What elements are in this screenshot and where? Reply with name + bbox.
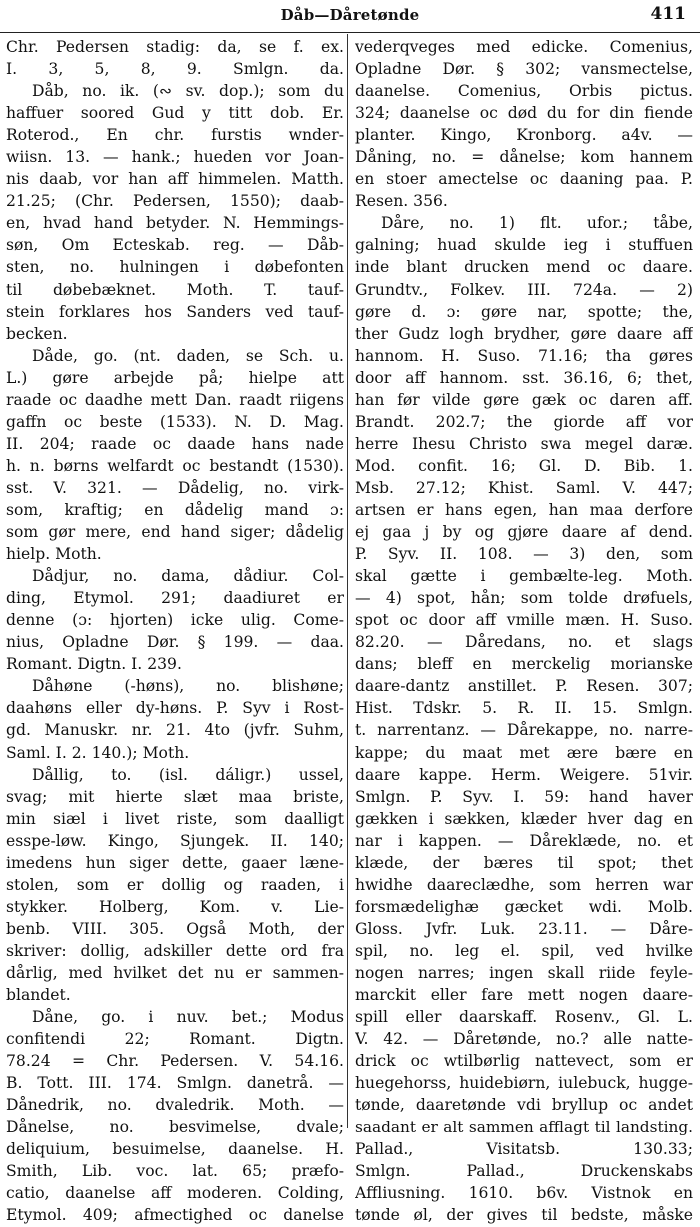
text-line: spot oc door aff vmille mæn. H. Suso. bbox=[355, 611, 693, 630]
text-line: gækken i sækken, klæder hver dag en bbox=[355, 809, 693, 828]
text-line: Dåb, no. ik. (∾ sv. dop.); som du bbox=[32, 82, 344, 101]
text-line: sst. V. 321. — Dådelig, no. virk- bbox=[6, 478, 344, 497]
text-line: catio, daanelse aff moderen. Colding, bbox=[6, 1184, 344, 1203]
text-line: Mod. confit. 16; Gl. D. Bib. 1. bbox=[355, 456, 693, 475]
text-line: inde blant drucken mend oc daare. bbox=[355, 258, 693, 277]
text-line: som, kraftig; en dådelig mand ɔ: bbox=[6, 500, 344, 519]
text-line: t. narrentanz. — Dårekappe, no. narre- bbox=[355, 721, 693, 740]
text-line: marckit eller fare mett nogen daare- bbox=[355, 986, 693, 1005]
text-line: han før vilde gøre gæk oc daren aff. bbox=[355, 390, 693, 409]
text-line: svag; mit hierte slæt maa briste, bbox=[6, 787, 344, 806]
text-line: Saml. I. 2. 140.); Moth. bbox=[6, 743, 190, 762]
text-line: tønde, daaretønde vdi bryllup oc andet bbox=[355, 1096, 693, 1115]
text-line: deliquium, besuimelse, daanelse. H. bbox=[6, 1140, 344, 1159]
text-line: Dåne, go. i nuv. bet.; Modus bbox=[32, 1008, 344, 1027]
text-line: stolen, som er dollig og raaden, i bbox=[6, 875, 344, 894]
text-line: h. n. børns welfardt oc bestandt (1530). bbox=[6, 456, 344, 475]
text-line: dans; bleff en merckelig morianske bbox=[355, 655, 693, 674]
text-line: herre Ihesu Christo swa megel daræ. bbox=[355, 434, 693, 453]
text-line: haffuer soored Gud y titt dob. Er. bbox=[6, 104, 344, 123]
text-line: 78.24 = Chr. Pedersen. V. 54.16. bbox=[6, 1052, 344, 1071]
text-line: 82.20. — Dåredans, no. et slags bbox=[355, 633, 693, 652]
text-line: Hist. Tdskr. 5. R. II. 15. Smlgn. bbox=[355, 699, 693, 718]
text-line: imedens hun siger dette, gaaer læne- bbox=[6, 853, 344, 872]
text-line: Gloss. Jvfr. Luk. 23.11. — Dåre- bbox=[355, 919, 693, 938]
text-line: becken. bbox=[6, 324, 68, 343]
text-line: planter. Kingo, Kronborg. a4v. — bbox=[355, 126, 693, 145]
text-line: galning; huad skulde ieg i stuffuen bbox=[355, 236, 693, 255]
text-line: Affliusning. 1610. b6v. Vistnok en bbox=[355, 1184, 693, 1203]
text-line: Roterod., En chr. furstis wnder- bbox=[6, 126, 344, 145]
text-line: wiisn. 13. — hank.; hueden vor Joan- bbox=[6, 148, 344, 167]
text-line: søn, Om Ecteskab. reg. — Dåb- bbox=[6, 236, 344, 255]
text-line: L.) gøre arbejde på; hielpe att bbox=[6, 368, 344, 387]
text-line: sten, no. hulningen i døbefonten bbox=[6, 258, 344, 277]
text-line: confitendi 22; Romant. Digtn. bbox=[6, 1030, 344, 1049]
text-line: blandet. bbox=[6, 986, 71, 1005]
text-line: Pallad., Visitatsb. 130.33; bbox=[355, 1140, 693, 1159]
text-line: skal gætte i gembælte-leg. Moth. bbox=[355, 567, 693, 586]
text-line: min siæl i livet riste, som daalligt bbox=[6, 809, 344, 828]
text-line: hielp. Moth. bbox=[6, 545, 102, 564]
text-line: Smlgn. P. Syv. I. 59: hand haver bbox=[355, 787, 693, 806]
page-header bbox=[0, 0, 700, 34]
text-line: saadant er alt sammen afflagt til landsting. bbox=[355, 1118, 693, 1137]
text-line: drick oc wtilbørlig nattevect, som er bbox=[355, 1052, 693, 1071]
text-line: forsmædelighæ gæcket wdi. Molb. bbox=[355, 897, 693, 916]
text-line: dårlig, med hvilket det nu er sammen- bbox=[6, 963, 344, 982]
text-line: spill eller daarskaff. Rosenv., Gl. L. bbox=[355, 1008, 693, 1027]
text-line: nar i kappen. — Dåreklæde, no. et bbox=[355, 831, 693, 850]
running-head: Dåb—Dåretønde bbox=[280, 6, 420, 24]
text-line: hannom. H. Suso. 71.16; tha gøres bbox=[355, 346, 693, 365]
text-line: Chr. Pedersen stadig: da, se f. ex. bbox=[6, 38, 344, 56]
text-line: II. 204; raade oc daade hans nade bbox=[6, 434, 344, 453]
text-line: gøre d. ɔ: gøre nar, spotte; the, bbox=[355, 302, 693, 321]
text-line: nis daab, vor han aff himmelen. Matth. bbox=[6, 170, 344, 189]
text-line: daahøns eller dy-høns. P. Syv i Rost- bbox=[6, 699, 344, 718]
text-line: hwidhe daareclædhe, som herren war bbox=[355, 875, 693, 894]
text-line: Resen. 356. bbox=[355, 192, 448, 211]
text-line: raade oc daadhe mett Dan. raadt riigens bbox=[6, 390, 344, 409]
text-line: Dåning, no. = dånelse; kom hannem bbox=[355, 148, 693, 167]
text-line: daare kappe. Herm. Weigere. 51vir. bbox=[355, 765, 693, 784]
text-line: Dåre, no. 1) flt. ufor.; tåbe, bbox=[381, 214, 693, 233]
text-line: Etymol. 409; afmectighed oc danelse bbox=[6, 1206, 344, 1225]
text-line: 21.25; (Chr. Pedersen, 1550); daab- bbox=[6, 192, 344, 211]
text-line: V. 42. — Dåretønde, no.? alle natte- bbox=[355, 1030, 693, 1049]
text-line: denne (ɔ: hjorten) icke ulig. Come- bbox=[6, 611, 344, 630]
text-line: vederqveges med edicke. Comenius, bbox=[355, 38, 693, 56]
text-line: Dådjur, no. dama, dådiur. Col- bbox=[32, 567, 344, 586]
text-line: en, hvad hand betyder. N. Hemmings- bbox=[6, 214, 344, 233]
text-line: gd. Manuskr. nr. 21. 4to (jvfr. Suhm, bbox=[6, 721, 344, 740]
text-line: Dånelse, no. besvimelse, dvale; bbox=[6, 1118, 344, 1137]
text-line: Grundtv., Folkev. III. 724a. — 2) bbox=[355, 280, 693, 299]
left-column bbox=[6, 36, 344, 1227]
text-line: nogen narres; ingen skall riide feyle- bbox=[355, 963, 693, 982]
text-line: Dåhøne (-høns), no. blishøne; bbox=[32, 677, 344, 696]
right-column bbox=[355, 36, 693, 1227]
page-number: 411 bbox=[650, 4, 686, 24]
text-line: Dållig, to. (isl. dáligr.) ussel, bbox=[32, 765, 344, 784]
text-line: stein forklares hos Sanders ved tauf- bbox=[6, 302, 344, 321]
text-line: kappe; du maat met ære bære en bbox=[355, 743, 693, 762]
text-line: ding, Etymol. 291; daadiuret er bbox=[6, 589, 344, 608]
header-rule bbox=[0, 32, 700, 33]
text-line: spil, no. leg el. spil, ved hvilke bbox=[355, 941, 693, 960]
text-line: artsen er hans egen, han maa derfore bbox=[355, 500, 693, 519]
text-line: I. 3, 5, 8, 9. Smlgn. da. bbox=[6, 60, 344, 79]
text-line: Dånedrik, no. dvaledrik. Moth. — bbox=[6, 1096, 344, 1115]
text-line: — 4) spot, hån; som tolde drøfuels, bbox=[355, 589, 693, 608]
text-line: Dåde, go. (nt. daden, se Sch. u. bbox=[32, 346, 344, 365]
text-line: Brandt. 202.7; the giorde aff vor bbox=[355, 412, 693, 431]
text-line: daare-dantz anstillet. P. Resen. 307; bbox=[355, 677, 693, 696]
text-line: klæde, der bæres til spot; thet bbox=[355, 853, 693, 872]
text-line: 324; daanelse oc død du for din fiende bbox=[355, 104, 693, 123]
text-line: Opladne Dør. § 302; vansmectelse, bbox=[355, 60, 693, 79]
text-line: Msb. 27.12; Khist. Saml. V. 447; bbox=[355, 478, 693, 497]
text-line: Smith, Lib. voc. lat. 65; præfo- bbox=[6, 1162, 344, 1181]
text-line: B. Tott. III. 174. Smlgn. danetrå. — bbox=[6, 1074, 344, 1093]
text-line: ej gaa j by og gjøre daare af dend. bbox=[355, 523, 693, 542]
text-line: door aff hannom. sst. 36.16, 6; thet, bbox=[355, 368, 693, 387]
text-line: tønde øl, der gives til bedste, måske bbox=[355, 1206, 693, 1225]
column-divider bbox=[347, 34, 348, 1128]
text-line: gaffn oc beste (1533). N. D. Mag. bbox=[6, 412, 344, 431]
text-line: til døbebæknet. Moth. T. tauf- bbox=[6, 280, 344, 299]
text-line: Smlgn. Pallad., Druckenskabs bbox=[355, 1162, 693, 1181]
text-line: skriver: dollig, adskiller dette ord fra bbox=[6, 941, 344, 960]
text-line: Romant. Digtn. I. 239. bbox=[6, 655, 182, 674]
text-line: en stoer amectelse oc daaning paa. P. bbox=[355, 170, 693, 189]
text-line: stykker. Holberg, Kom. v. Lie- bbox=[6, 897, 344, 916]
text-line: P. Syv. II. 108. — 3) den, som bbox=[355, 545, 693, 564]
text-line: nius, Opladne Dør. § 199. — daa. bbox=[6, 633, 344, 652]
text-line: ther Gudz logh brydher, gøre daare aff bbox=[355, 324, 693, 343]
text-line: esspe-løw. Kingo, Sjungek. II. 140; bbox=[6, 831, 344, 850]
text-line: daanelse. Comenius, Orbis pictus. bbox=[355, 82, 693, 101]
text-line: huegehorss, huidebiørn, iulebuck, hugge- bbox=[355, 1074, 693, 1093]
text-line: benb. VIII. 305. Også Moth, der bbox=[6, 919, 344, 938]
text-line: som gør mere, end hand siger; dådelig bbox=[6, 523, 344, 542]
